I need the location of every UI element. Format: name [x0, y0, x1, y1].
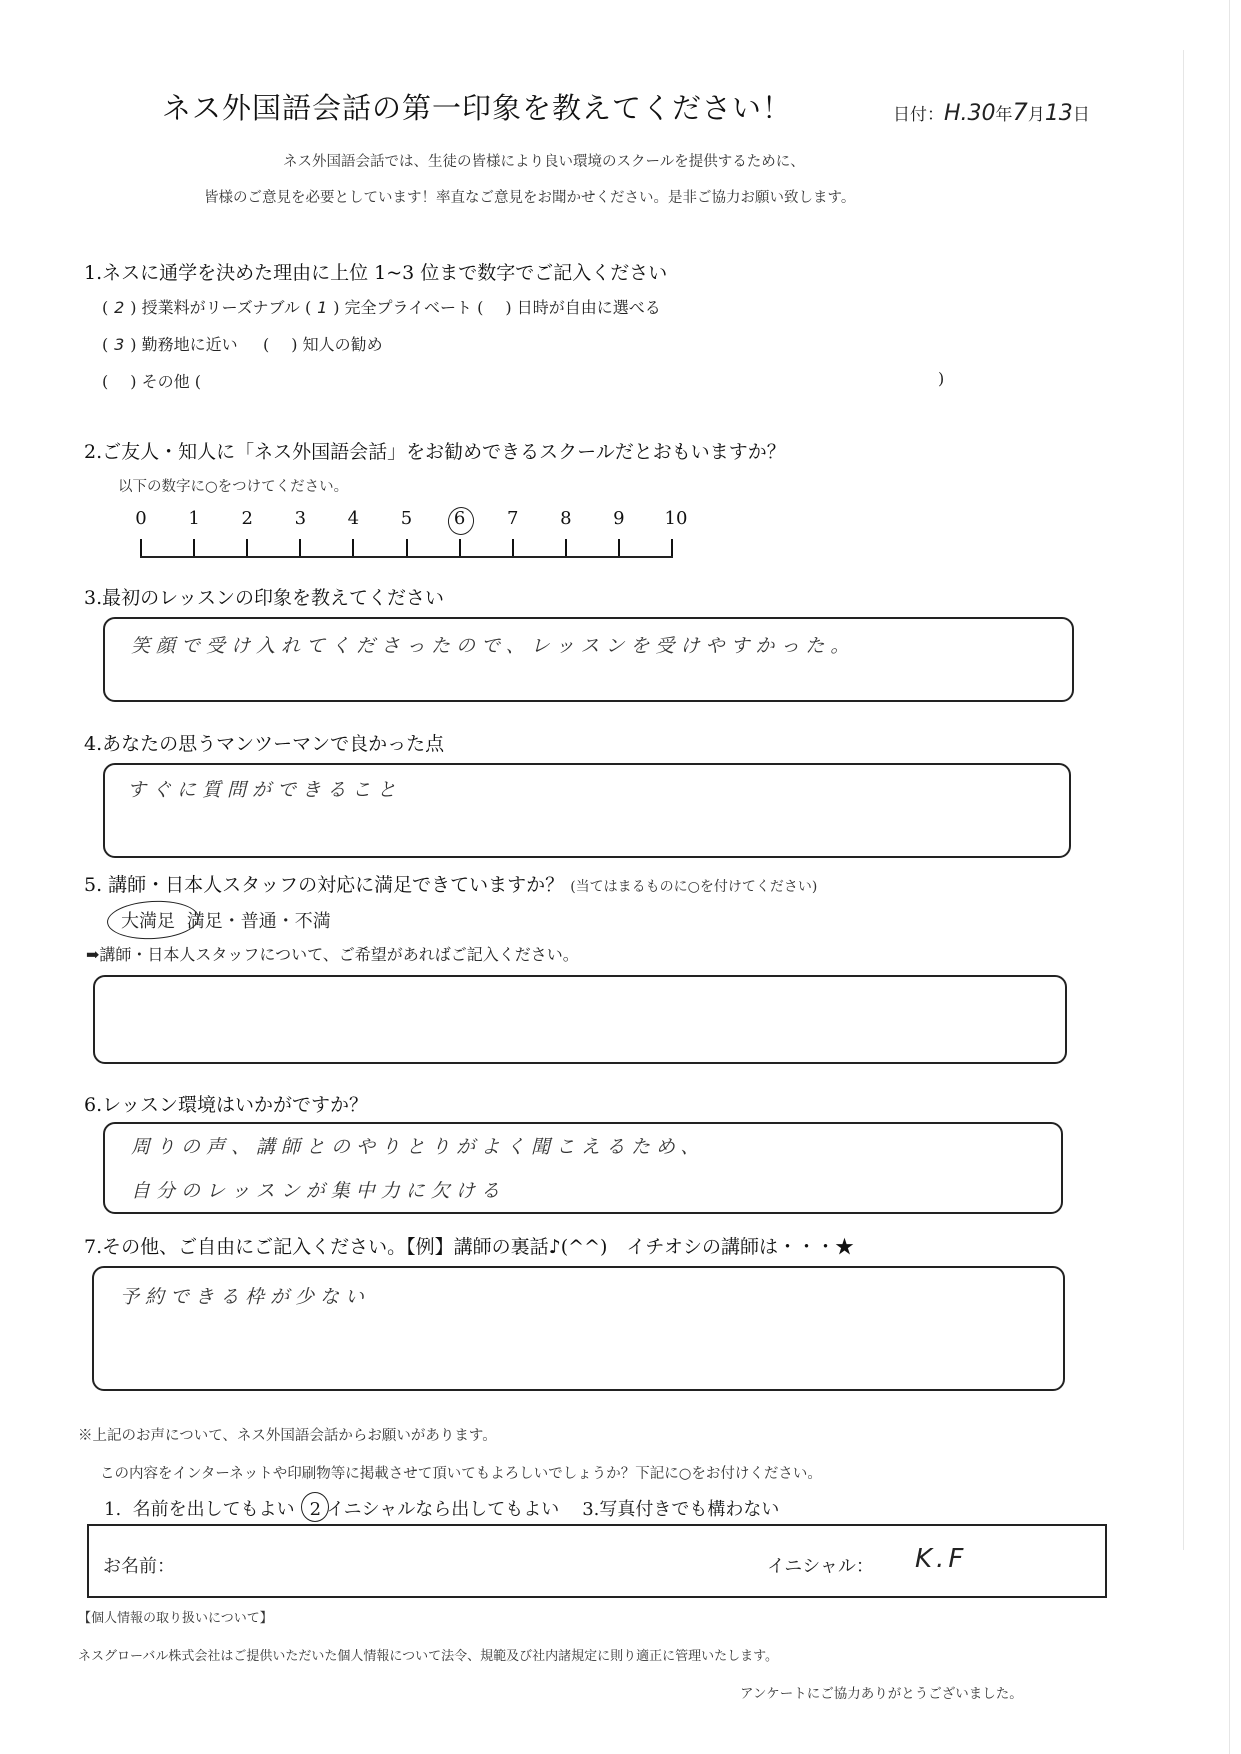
paren: ( — [102, 298, 109, 317]
date-year-unit: 年 — [995, 105, 1013, 125]
arrow-right-icon: ➡ — [86, 945, 100, 964]
scale-number[interactable]: 1 — [188, 508, 200, 529]
q1-other-input[interactable] — [222, 364, 922, 390]
intro-line-2: 皆様のご意見を必要としています！率直なご意見をお聞かせください。是非ご協力お願い致します。 — [204, 190, 856, 206]
q2-question: 2.ご友人・知人に「ネス外国語会話」をお勧めできるスクールだとおもいますか？ — [84, 441, 786, 463]
q6-answer-line-2: 自分のレッスンが集中力に欠ける — [131, 1180, 506, 1202]
option-num: 3. — [582, 1499, 600, 1520]
date-label: 日付： — [893, 105, 944, 125]
permission-option-2[interactable] — [304, 1495, 559, 1521]
q5-followup-text: 講師・日本人スタッフについて、ご希望があればご記入ください。 — [99, 945, 579, 964]
other-paren-close: ) — [938, 369, 945, 388]
scale-number[interactable]: 5 — [400, 508, 413, 529]
scale-tick — [618, 539, 620, 557]
scan-line — [1183, 50, 1184, 1550]
q1-row-1 — [102, 295, 661, 318]
other-paren-open: ( — [194, 372, 201, 391]
q1-option[interactable] — [102, 372, 190, 391]
initial-field[interactable]: K.F — [915, 1544, 968, 1574]
permission-note: ※上記のお声について、ネス外国語会話からお願いがあります。 — [78, 1428, 497, 1444]
paren: ) — [130, 335, 137, 354]
q5-option[interactable]: 普通 — [240, 911, 277, 932]
q1-option[interactable] — [305, 298, 472, 317]
q4-answer-box[interactable] — [103, 763, 1071, 858]
scale-number[interactable]: 2 — [241, 508, 253, 529]
q5-note: (当てはまるものに○を付けてください) — [570, 879, 818, 895]
q5-option-label: 大満足 — [121, 911, 175, 932]
option-label: 日時が自由に選べる — [516, 298, 661, 317]
q5-option-selected[interactable] — [115, 907, 181, 933]
scale-baseline — [140, 556, 673, 558]
option-label: 完全プライベート — [344, 298, 473, 317]
rank-value[interactable]: 1 — [317, 298, 328, 317]
scan-line — [1229, 0, 1230, 1754]
selection-circle — [106, 899, 200, 942]
scale-tick — [299, 539, 301, 557]
initial-label: イニシャル： — [767, 1556, 874, 1577]
option-num: 2 — [309, 1499, 322, 1520]
q4-question: 4.あなたの思うマンツーマンで良かった点 — [84, 733, 445, 755]
q1-option[interactable] — [102, 335, 238, 354]
scale-number[interactable]: 4 — [347, 508, 360, 529]
option-label: 授業料がリーズナブル — [141, 298, 300, 317]
paren: ( — [102, 372, 109, 391]
date-day: 13 — [1044, 101, 1073, 126]
q3-answer-box[interactable] — [103, 617, 1074, 702]
paren: ( — [102, 335, 109, 354]
rank-value[interactable]: 2 — [114, 298, 125, 317]
scale-tick — [671, 539, 673, 557]
date-day-unit: 日 — [1072, 105, 1090, 125]
paren: ) — [130, 298, 137, 317]
scale-tick — [406, 539, 408, 557]
q1-row-2 — [102, 332, 383, 355]
q5-followup-box[interactable] — [93, 975, 1067, 1064]
name-label: お名前： — [103, 1556, 175, 1577]
intro-line-1: ネス外国語会話では、生徒の皆様により良い環境のスクールを提供するために、 — [283, 154, 805, 170]
scale-tick — [246, 539, 248, 557]
privacy-text: ネスグローバル株式会社はご提供いただいた個人情報について法令、規範及び社内諸規定に則り適正に管理いたします。 — [78, 1649, 779, 1664]
rank-value[interactable]: 3 — [114, 335, 125, 354]
scale-tick — [352, 539, 354, 557]
scale-number[interactable]: 10 — [664, 508, 688, 529]
thanks-message: アンケートにご協力ありがとうございました。 — [740, 1686, 1023, 1702]
permission-request: この内容をインターネットや印刷物等に掲載させて頂いてもよろしいでしょうか？下記に○をお付けください。 — [100, 1466, 822, 1482]
permission-option-3[interactable] — [582, 1499, 779, 1520]
name-box — [87, 1524, 1107, 1598]
option-num: 1. — [104, 1499, 122, 1520]
q5-question — [84, 870, 817, 897]
option-label: 写真付きでも構わない — [599, 1499, 780, 1520]
option-label: 名前を出してもよい — [132, 1499, 295, 1520]
option-label: 勤務地に近い — [141, 335, 238, 354]
page-title: ネス外国語会話の第一印象を教えてください！ — [162, 91, 793, 125]
date-month-unit: 月 — [1027, 105, 1045, 125]
paren: ( — [263, 335, 270, 354]
paren: ) — [505, 298, 512, 317]
q7-answer-box[interactable] — [92, 1266, 1065, 1391]
q4-answer: すぐに質問ができること — [127, 779, 403, 801]
scale-tick — [459, 539, 461, 557]
q5-option[interactable]: 満足 — [186, 911, 223, 932]
paren: ( — [304, 298, 312, 317]
q6-answer-box[interactable] — [103, 1122, 1063, 1214]
paren: ) — [130, 372, 137, 391]
scale-tick — [140, 539, 142, 557]
scale-tick — [193, 539, 195, 557]
option-label: 知人の勧め — [302, 335, 383, 354]
paren: ( — [477, 298, 484, 317]
separator: ・ — [276, 911, 295, 932]
q5-options — [115, 907, 331, 933]
q3-answer: 笑顔で受け入れてくださったので、レッスンを受けやすかった。 — [131, 635, 856, 657]
q1-question: 1.ネスに通学を決めた理由に上位 1~3 位まで数字でご記入ください — [84, 262, 668, 284]
q5-followup — [86, 942, 579, 965]
q7-answer: 予約できる枠が少ない — [120, 1286, 371, 1308]
q1-option[interactable] — [477, 298, 661, 317]
scale-number[interactable]: 6 — [453, 508, 466, 529]
option-label: その他 — [141, 372, 190, 391]
permission-option-1[interactable] — [104, 1499, 295, 1520]
q5-option[interactable]: 不満 — [294, 911, 331, 932]
date-field — [893, 98, 1090, 126]
separator: ・ — [222, 911, 241, 932]
scale-tick — [565, 539, 567, 557]
q7-question: 7.その他、ご自由にご記入ください。【例】講師の裏話♪(^^) イチオシの講師は・・・★ — [84, 1236, 855, 1258]
q1-option[interactable] — [263, 335, 383, 354]
q5-question-text: 5. 講師・日本人スタッフの対応に満足できていますか？ — [84, 874, 565, 896]
option-label: イニシャルなら出してもよい — [326, 1499, 560, 1520]
date-month: 7 — [1012, 98, 1028, 126]
paren: ) — [333, 298, 340, 317]
scale-number[interactable]: 8 — [560, 508, 572, 529]
scale-number[interactable]: 7 — [506, 508, 519, 529]
q2-instruction: 以下の数字に○をつけてください。 — [118, 479, 349, 495]
scale-number[interactable]: 9 — [613, 508, 625, 529]
scale-number[interactable]: 3 — [294, 508, 307, 529]
privacy-heading: 【個人情報の取り扱いについて】 — [78, 1611, 273, 1626]
date-era-year: H.30 — [944, 101, 996, 126]
q3-question: 3.最初のレッスンの印象を教えてください — [84, 587, 444, 609]
scale-number[interactable]: 0 — [135, 508, 147, 529]
permission-options — [104, 1495, 779, 1521]
q6-answer-line-1: 周りの声、講師とのやりとりがよく聞こえるため、 — [131, 1136, 706, 1158]
paren: ) — [291, 335, 298, 354]
q6-question: 6.レッスン環境はいかがですか？ — [84, 1094, 368, 1116]
scale-tick — [512, 539, 514, 557]
q1-option[interactable] — [102, 298, 300, 317]
